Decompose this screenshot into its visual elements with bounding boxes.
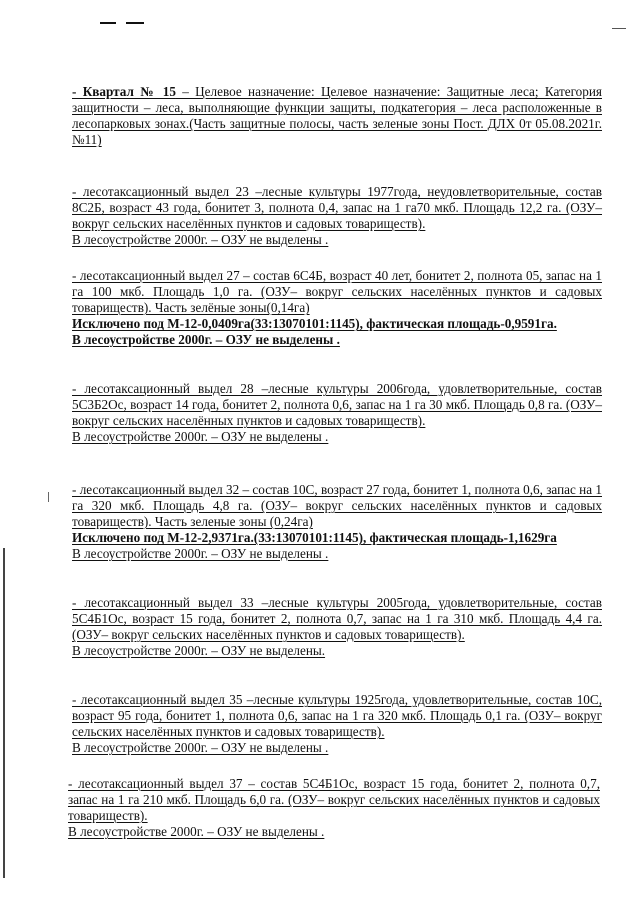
forest-management-note: В лесоустройстве 2000г. – ОЗУ не выделены .	[68, 824, 325, 839]
top-dash-mark	[100, 22, 116, 24]
plot-entry	[72, 692, 602, 756]
scan-speck	[48, 492, 49, 502]
corner-dash-mark	[612, 28, 626, 29]
scan-margin-line	[3, 548, 5, 878]
plot-description: - лесотаксационный выдел 23 –лесные культуры 1977года, неудовлетворительные, состав 8С2Б, возраст 43 года, бонитет 3, полнота 0,4, запас на 1 га70 мкб. Площадь 12,2 га. (ОЗУ– вокруг сельских населённых пунктов и садовых товариществ).	[72, 184, 602, 231]
plot-description: - лесотаксационный выдел 28 –лесные культуры 2006года, удовлетворительные, состав 5С3Б2Ос, возраст 14 года, бонитет 2, полнота 0,6, запас на 1 га 30 мкб. Площадь 0,8 га. (ОЗУ– вокруг сельских населённых пунктов и садовых товариществ).	[72, 381, 602, 428]
plot-description: - лесотаксационный выдел 32 – состав 10С, возраст 27 года, бонитет 1, полнота 0,6, запас на 1 га 320 мкб. Площадь 4,8 га. (ОЗУ– вокруг сельских населённых пунктов и садовых товариществ). Часть зеленые зоны (0,24га)	[72, 482, 602, 529]
forest-management-note: В лесоустройстве 2000г. – ОЗУ не выделены .	[72, 332, 340, 347]
plot-description: - лесотаксационный выдел 37 – состав 5С4Б1Ос, возраст 15 года, бонитет 2, полнота 0,7, запас на 1 га 210 мкб. Площадь 6,0 га. (ОЗУ– вокруг сельских населённых пунктов и садовых товариществ).	[68, 776, 600, 823]
excluded-area-note: Исключено под М-12-2,9371га.(33:13070101:1145), фактическая площадь-1,1629га	[72, 530, 557, 545]
forest-management-note: В лесоустройстве 2000г. – ОЗУ не выделены .	[72, 546, 329, 561]
plot-entry	[72, 482, 602, 562]
plot-description: - лесотаксационный выдел 35 –лесные культуры 1925года, удовлетворительные, состав 10С, возраст 95 года, бонитет 1, полнота 0,6, запас на 1 га 320 мкб. Площадь 0,1 га. (ОЗУ– вокруг сельских населённых пунктов и садовых товариществ).	[72, 692, 602, 739]
quarter-header-text	[72, 84, 602, 148]
excluded-area-note: Исключено под М-12-0,0409га(33:13070101:1145), фактическая площадь-0,9591га.	[72, 316, 557, 331]
forest-management-note: В лесоустройстве 2000г. – ОЗУ не выделены.	[72, 643, 326, 658]
forest-management-note: В лесоустройстве 2000г. – ОЗУ не выделены .	[72, 232, 329, 247]
plot-description: - лесотаксационный выдел 27 – состав 6С4Б, возраст 40 лет, бонитет 2, полнота 05, запас на 1 га 100 мкб. Площадь 1,0 га. (ОЗУ– вокруг сельских населённых пунктов и садовых товариществ). Часть зелёные зоны(0,14га)	[72, 268, 602, 315]
quarter-title: - Квартал № 15	[72, 84, 176, 99]
plot-entry	[68, 776, 600, 840]
plot-entry	[72, 381, 602, 445]
quarter-description: – Целевое назначение: Целевое назначение: Защитные леса; Категория защитности – леса, выполняющие функции защиты, подкатегория – леса расположенные в лесопарковых зонах.(Часть защитные полосы, часть зеленые зоны Пост. ДЛХ 0т 05.08.2021г. №11)	[72, 84, 602, 147]
plot-entry	[72, 184, 602, 248]
forest-management-note: В лесоустройстве 2000г. – ОЗУ не выделены .	[72, 740, 329, 755]
forest-management-note: В лесоустройстве 2000г. – ОЗУ не выделены .	[72, 429, 329, 444]
quarter-header	[72, 84, 602, 148]
top-dash-mark	[126, 22, 144, 24]
plot-description: - лесотаксационный выдел 33 –лесные культуры 2005года, удовлетворительные, состав 5С4Б1Ос, возраст 15 года, бонитет 2, полнота 0,7, запас на 1 га 310 мкб. Площадь 4,4 га. (ОЗУ– вокруг сельских населённых пунктов и садовых товариществ).	[72, 595, 602, 642]
plot-entry	[72, 595, 602, 659]
plot-entry	[72, 268, 602, 348]
